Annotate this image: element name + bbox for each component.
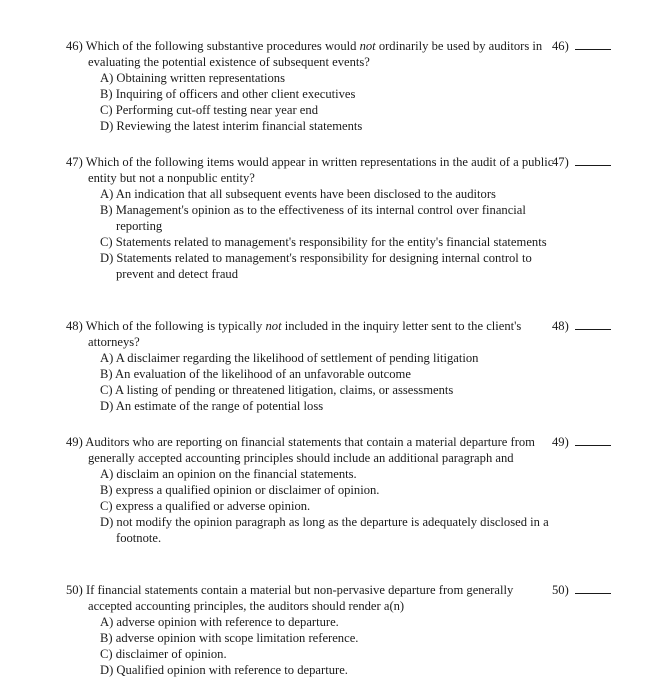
question-stem bbox=[66, 154, 558, 186]
option-d[interactable]: D) not modify the opinion paragraph as long as the departure is adequately disclosed in a footnote. bbox=[100, 515, 549, 545]
option-c[interactable]: C) Statements related to management's responsibility for the entity's financial statements bbox=[100, 235, 547, 249]
option-d[interactable]: D) An estimate of the range of potential loss bbox=[100, 399, 324, 413]
stem-text: Which of the following is typically bbox=[85, 319, 266, 333]
option-b[interactable]: B) Inquiring of officers and other client executives bbox=[100, 87, 356, 101]
answer-label: 50) bbox=[552, 583, 569, 597]
stem-text: Which of the following substantive procedures would bbox=[85, 39, 360, 53]
option-d[interactable]: D) Qualified opinion with reference to departure. bbox=[100, 663, 348, 677]
stem-text-continued: ordinarily be used by auditors in evaluating the potential existence of subsequent events? bbox=[88, 39, 543, 69]
option-a[interactable]: A) An indication that all subsequent events have been disclosed to the auditors bbox=[100, 187, 496, 201]
question-number: 48) bbox=[66, 319, 83, 333]
question-49 bbox=[66, 434, 626, 546]
question-stem bbox=[66, 434, 558, 466]
question-number: 46) bbox=[66, 39, 83, 53]
options-list bbox=[66, 350, 626, 414]
option-b[interactable]: B) adverse opinion with scope limitation reference. bbox=[100, 631, 359, 645]
answer-blank[interactable] bbox=[575, 38, 611, 50]
options-list bbox=[66, 70, 626, 134]
stem-text: Which of the following items would appear in written representations in the audit of a public entity but not a nonpublic entity? bbox=[85, 155, 554, 185]
answer-label: 48) bbox=[552, 319, 569, 333]
question-46 bbox=[66, 38, 626, 134]
option-c[interactable]: C) A listing of pending or threatened litigation, claims, or assessments bbox=[100, 383, 454, 397]
answer-blank[interactable] bbox=[575, 434, 611, 446]
answer-slot bbox=[552, 38, 611, 54]
question-stem bbox=[66, 582, 558, 614]
option-a[interactable]: A) A disclaimer regarding the likelihood of settlement of pending litigation bbox=[100, 351, 479, 365]
question-47 bbox=[66, 154, 626, 282]
option-c[interactable]: C) Performing cut-off testing near year end bbox=[100, 103, 318, 117]
answer-blank[interactable] bbox=[575, 318, 611, 330]
option-b[interactable]: B) An evaluation of the likelihood of an unfavorable outcome bbox=[100, 367, 411, 381]
option-a[interactable]: A) Obtaining written representations bbox=[100, 71, 286, 85]
option-a[interactable]: A) disclaim an opinion on the financial statements. bbox=[100, 467, 357, 481]
option-c[interactable]: C) disclaimer of opinion. bbox=[100, 647, 227, 661]
answer-slot bbox=[552, 434, 611, 450]
option-d[interactable]: D) Statements related to management's responsibility for designing internal control to prevent and detect fraud bbox=[100, 251, 532, 281]
answer-blank[interactable] bbox=[575, 154, 611, 166]
option-b[interactable]: B) Management's opinion as to the effectiveness of its internal control over financial reporting bbox=[100, 203, 526, 233]
options-list bbox=[66, 466, 626, 546]
answer-slot bbox=[552, 582, 611, 598]
answer-label: 46) bbox=[552, 39, 569, 53]
question-48 bbox=[66, 318, 626, 414]
answer-slot bbox=[552, 154, 611, 170]
stem-text-continued: included in the inquiry letter sent to the client's attorneys? bbox=[88, 319, 522, 349]
question-50 bbox=[66, 582, 626, 678]
option-a[interactable]: A) adverse opinion with reference to departure. bbox=[100, 615, 339, 629]
answer-label: 47) bbox=[552, 155, 569, 169]
stem-emphasis: not bbox=[265, 319, 282, 333]
option-d[interactable]: D) Reviewing the latest interim financial statements bbox=[100, 119, 363, 133]
question-stem bbox=[66, 318, 558, 350]
question-number: 49) bbox=[66, 435, 83, 449]
option-c[interactable]: C) express a qualified or adverse opinion. bbox=[100, 499, 311, 513]
stem-emphasis: not bbox=[359, 39, 376, 53]
stem-text: Auditors who are reporting on financial statements that contain a material departure from generally accepted accounting principles should include an additional paragraph and bbox=[85, 435, 535, 465]
options-list bbox=[66, 186, 626, 282]
question-number: 50) bbox=[66, 583, 83, 597]
stem-text: If financial statements contain a material but non-pervasive departure from generally accepted accounting principles, the auditors should render a(n) bbox=[85, 583, 514, 613]
option-b[interactable]: B) express a qualified opinion or disclaimer of opinion. bbox=[100, 483, 380, 497]
answer-label: 49) bbox=[552, 435, 569, 449]
answer-slot bbox=[552, 318, 611, 334]
answer-blank[interactable] bbox=[575, 582, 611, 594]
options-list bbox=[66, 614, 626, 678]
question-stem bbox=[66, 38, 558, 70]
question-number: 47) bbox=[66, 155, 83, 169]
